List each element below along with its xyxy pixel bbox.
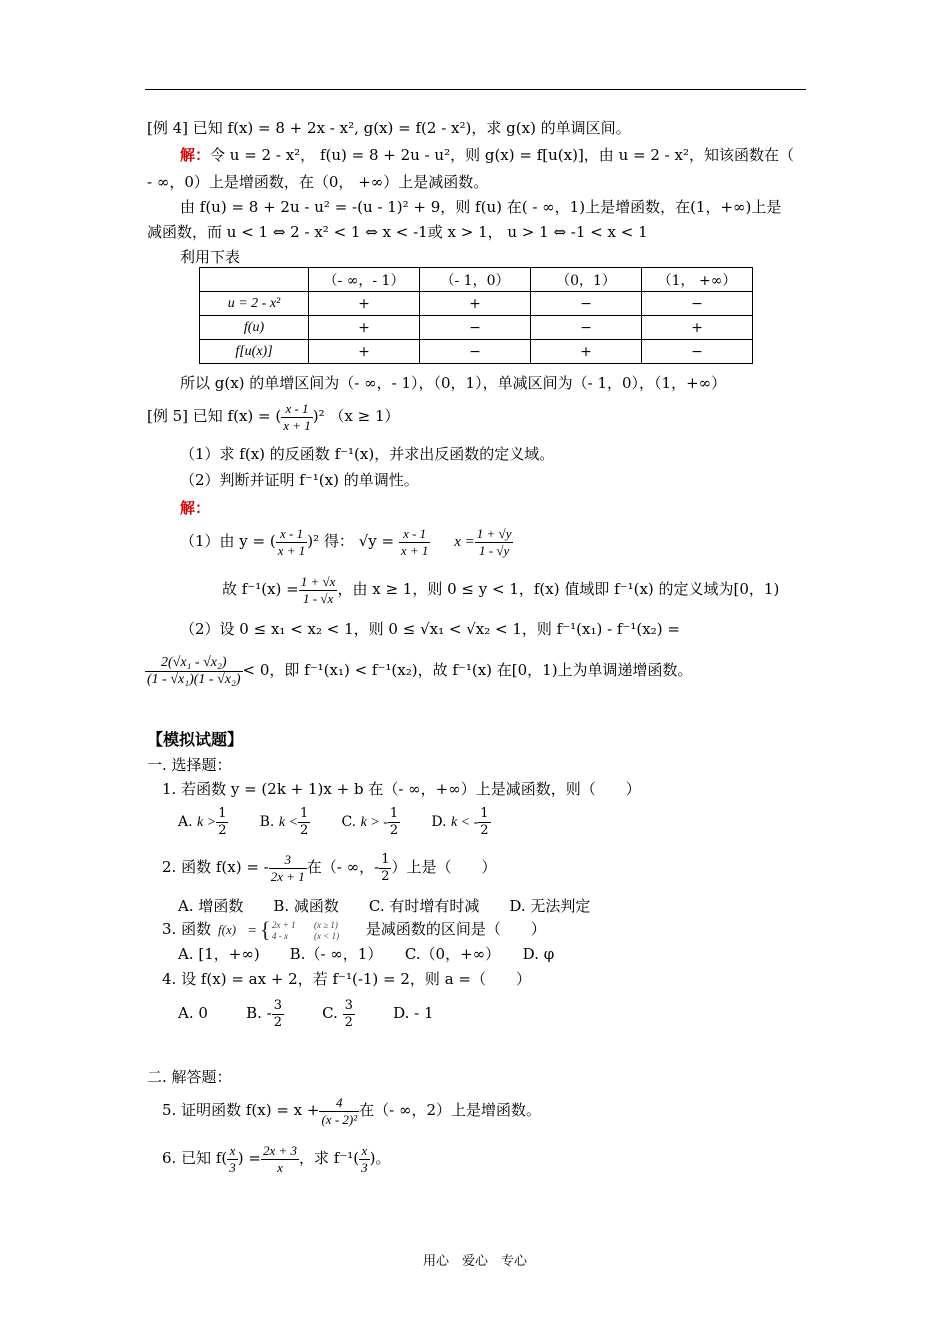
question-2-options: A. 增函数 B. 减函数 C. 有时增有时减 D. 无法判定	[178, 897, 591, 915]
svg-text:(x < 1): (x < 1)	[313, 931, 339, 941]
table-header: （- 1，0）	[420, 268, 531, 292]
table-cell: −	[642, 340, 753, 364]
header-rule	[145, 89, 806, 90]
fraction: $\frac{x - 1}{x + 1}$	[277, 525, 306, 558]
table-cell: +	[642, 316, 753, 340]
fraction: $\frac{x}{3}$	[229, 1142, 236, 1175]
table-cell: −	[642, 292, 753, 316]
svg-text:f(x): f(x)	[217, 922, 236, 937]
example5-solution-step3: （2）设 0 ≤ x₁ < x₂ < 1，则 0 ≤ √x₁ < √x₂ < 1，则 f⁻¹(x₁) - f⁻¹(x₂) =	[180, 620, 680, 638]
fraction: $\frac{3}{2}$	[273, 997, 282, 1030]
example5-question2: （2）判断并证明 f⁻¹(x) 的单调性。	[180, 471, 419, 489]
fraction: $\frac{x - 1}{x + 1}$	[400, 525, 429, 558]
question-3: 3. 函数 f(x) = { 2x + 1 4 - x (x ≥ 1) (x < 1) 是减函数的区间是（ ）	[162, 919, 546, 941]
question-2: 2. 函数 f(x) = - $\frac{3}{2x + 1}$ 在（- ∞，- $\frac{1}{2}$ ）上是（ ）	[162, 851, 497, 884]
svg-text:(x ≥ 1): (x ≥ 1)	[313, 920, 338, 930]
table-header: （- ∞，- 1）	[309, 268, 420, 292]
table-cell: −	[420, 340, 531, 364]
table-cell: +	[531, 340, 642, 364]
table-row	[200, 340, 753, 364]
part1-title: 一. 选择题：	[147, 756, 232, 774]
question-6: 6. 已知 f( $\frac{x}{3}$ ) = $\frac{2x + 3}{x}$ ，求 f⁻¹( $\frac{x}{3}$ )。	[162, 1142, 391, 1175]
part2-title: 二. 解答题：	[147, 1068, 232, 1086]
example4-statement: [例 4] 已知 f(x) = 8 + 2x - x², g(x) = f(2 - x²)，求 g(x) 的单调区间。	[147, 119, 631, 137]
table-header: （0，1）	[531, 268, 642, 292]
example4-solution-line3: 由 f(u) = 8 + 2u - u² = -(u - 1)² + 9，则 f(u) 在( - ∞，1)上是增函数，在(1，+∞)上是	[180, 198, 782, 216]
example5-question1: （1）求 f(x) 的反函数 f⁻¹(x)，并求出反函数的定义域。	[180, 445, 555, 463]
table-cell: −	[531, 316, 642, 340]
section-title: 【模拟试题】	[147, 730, 244, 749]
example5-solution-step2: 故 f⁻¹(x) = $\frac{1 + √x}{1 - √x}$ ，由 x ≥ 1，则 0 ≤ y < 1，f(x) 值域即 f⁻¹(x) 的定义域为[0，1)	[222, 573, 780, 606]
fraction: $\frac{3}{2}$	[344, 997, 353, 1030]
example5-solution-step1: （1）由 y = ( $\frac{x - 1}{x + 1}$ )² 得： √y = $\frac{x - 1}{x + 1}$ x = $\frac{1 + √y}{1 - √y}$	[180, 525, 512, 558]
svg-text:{: {	[259, 919, 271, 941]
fraction: $\frac{4}{\text{(x - 2)²}}$	[321, 1094, 358, 1127]
question-3-options: A. [1，+∞) B.（- ∞，1） C.（0，+∞） D. φ	[178, 945, 555, 963]
fraction: $\frac{2x + 3}{x}$	[262, 1142, 298, 1175]
fraction: $\frac{1}{2}$	[218, 805, 227, 838]
table-cell	[200, 268, 309, 292]
fraction: $\frac{1}{2}$	[300, 805, 309, 838]
example4-solution-line2: - ∞，0）上是增函数，在（0， +∞）上是减函数。	[147, 173, 489, 191]
fraction: $\frac{3}{2x + 1}$	[270, 851, 305, 884]
table-cell: −	[531, 292, 642, 316]
question-4-options: A. 0 B. - $\frac{3}{2}$ C. $\frac{3}{2}$ D. - 1	[178, 997, 434, 1030]
example5-statement: [例 5] 已知 f(x) = ( $\frac{x - 1}{x + 1}$ )² （x ≥ 1）	[147, 400, 400, 433]
svg-text:=: =	[247, 923, 257, 939]
example4-conclusion: 所以 g(x) 的单增区间为（- ∞，- 1），（0，1），单减区间为（- 1，0），（1，+∞）	[180, 374, 727, 392]
table-row-label: f[u(x)]	[200, 340, 309, 364]
question-1: 1. 若函数 y = (2k + 1)x + b 在（- ∞，+∞）上是减函数，则（ ）	[162, 780, 641, 798]
table-cell: +	[309, 316, 420, 340]
fraction: $\frac{1}{2}$	[389, 805, 399, 838]
fraction: $\frac{x}{3}$	[361, 1142, 368, 1175]
example5-solution-step4: $\frac{\text{2(√x₁ - √x₂)}}{\text{(1 - √x₁)(1 - √x₂)}}$ < 0，即 f⁻¹(x₁) < f⁻¹(x₂)，故 f⁻¹(x) 在[0，1)上为单调递增函数。	[147, 654, 693, 687]
table-row	[200, 268, 753, 292]
table-cell: +	[309, 340, 420, 364]
piecewise-function-image	[216, 919, 366, 941]
table-cell: +	[309, 292, 420, 316]
fraction: $\frac{\text{2(√x₁ - √x₂)}}{\text{(1 - √x₁)(1 - √x₂)}}$	[147, 654, 241, 687]
table-row	[200, 292, 753, 316]
table-row-label: u = 2 - x²	[200, 292, 309, 316]
fraction: $\frac{1 + √y}{1 - √y}$	[476, 525, 512, 558]
sign-table	[199, 267, 753, 364]
fraction: $\frac{1}{2}$	[480, 805, 489, 838]
question-5: 5. 证明函数 f(x) = x + $\frac{4}{\text{(x - 2)²}}$ 在（- ∞，2）上是增函数。	[162, 1094, 542, 1127]
question-1-options: A. k > $\frac{1}{2}$ B. k < $\frac{1}{2}$ C. k > - $\frac{1}{2}$ D. k < - $\frac{1}{2}$	[178, 805, 489, 838]
fraction: $\frac{1 + √x}{1 - √x}$	[300, 573, 336, 606]
example4-solution-line1: 解：令 u = 2 - x²， f(u) = 8 + 2u - u²，则 g(x) = f[u(x)]，由 u = 2 - x²，知该函数在（	[180, 146, 794, 164]
question-4: 4. 设 f(x) = ax + 2，若 f⁻¹(-1) = 2，则 a =（ ）	[162, 970, 531, 988]
table-row-label: f(u)	[200, 316, 309, 340]
table-cell: −	[420, 316, 531, 340]
svg-text:2x + 1: 2x + 1	[271, 920, 296, 930]
table-cell: +	[420, 292, 531, 316]
table-intro: 利用下表	[180, 248, 241, 266]
solution-label: 解：	[180, 146, 211, 164]
table-row	[200, 316, 753, 340]
table-header: （1， +∞）	[642, 268, 753, 292]
solution-label: 解：	[180, 499, 211, 517]
fraction: $\frac{1}{2}$	[381, 851, 390, 884]
example4-solution-line4: 减函数，而 u < 1 ⇔ 2 - x² < 1 ⇔ x < -1或 x > 1， u > 1 ⇔ -1 < x < 1	[147, 223, 648, 241]
svg-text:4 - x: 4 - x	[271, 931, 288, 941]
page-footer: 用心 爱心 专心	[422, 1254, 527, 1269]
fraction: $\frac{x - 1}{x + 1}$	[283, 400, 311, 433]
